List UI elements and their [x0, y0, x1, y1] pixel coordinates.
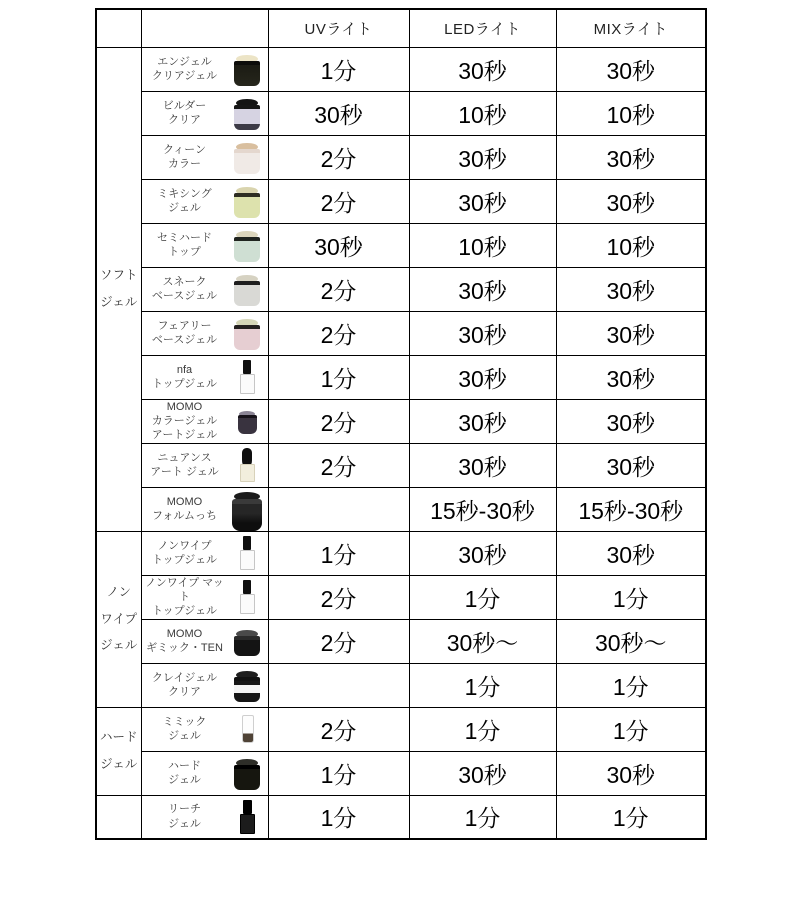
- led-time-cell: 10秒: [409, 91, 556, 135]
- product-cell: [141, 47, 268, 91]
- led-time-cell: 30秒〜: [409, 619, 556, 663]
- gel-jar-icon: [228, 50, 266, 88]
- product-name: セミハード トップ: [157, 231, 212, 258]
- product-cell: [141, 355, 268, 399]
- mix-time-cell: 30秒: [556, 311, 706, 355]
- mix-time-cell: 30秒〜: [556, 619, 706, 663]
- product-cell: [141, 531, 268, 575]
- product-cell: [141, 751, 268, 795]
- product-name: ミミック ジェル: [162, 715, 207, 742]
- category-cell-non-wipe-gel: [96, 531, 141, 707]
- product-cell: [141, 487, 268, 531]
- gel-bottle-icon: [228, 534, 266, 572]
- uv-time-cell: 2分: [268, 619, 409, 663]
- product-name: ミキシング ジェル: [157, 187, 212, 214]
- table-row: [96, 223, 706, 267]
- product-name: ニュアンス アート ジェル: [150, 451, 219, 478]
- product-cell: [141, 91, 268, 135]
- table-row: [96, 355, 706, 399]
- mix-time-cell: 15秒-30秒: [556, 487, 706, 531]
- table-row: [96, 135, 706, 179]
- uv-time-cell: 2分: [268, 135, 409, 179]
- table-row: [96, 47, 706, 91]
- header-blank-category: [96, 9, 141, 47]
- mix-time-cell: 30秒: [556, 135, 706, 179]
- led-time-cell: 30秒: [409, 135, 556, 179]
- uv-time-cell: 2分: [268, 443, 409, 487]
- product-cell: [141, 223, 268, 267]
- category-label-line: ワイプ: [100, 611, 138, 626]
- led-time-cell: 30秒: [409, 531, 556, 575]
- page: [0, 8, 800, 908]
- gel-jar-icon: [228, 270, 266, 308]
- led-time-cell: 30秒: [409, 47, 556, 91]
- gel-bottle-icon: [228, 578, 266, 616]
- uv-time-cell: 2分: [268, 267, 409, 311]
- product-name: ハード ジェル: [168, 759, 201, 786]
- mix-time-cell: 30秒: [556, 531, 706, 575]
- mix-time-cell: 1分: [556, 707, 706, 751]
- gel-jar-icon: [228, 138, 266, 176]
- product-name: MOMO フォルムっち: [151, 495, 218, 522]
- gel-bottle-icon: [228, 358, 266, 396]
- table-row: [96, 179, 706, 223]
- mix-time-cell: 10秒: [556, 91, 706, 135]
- led-time-cell: 30秒: [409, 443, 556, 487]
- product-cell: [141, 443, 268, 487]
- mix-time-cell: 30秒: [556, 399, 706, 443]
- gel-jar-icon: [228, 226, 266, 264]
- category-label-line: ジェル: [100, 295, 138, 309]
- uv-time-cell: 30秒: [268, 223, 409, 267]
- mix-time-cell: 1分: [556, 663, 706, 707]
- table-row: [96, 399, 706, 443]
- led-time-cell: 30秒: [409, 751, 556, 795]
- curing-time-table: [95, 8, 707, 840]
- gel-jar-icon: [228, 182, 266, 220]
- product-cell: [141, 575, 268, 619]
- mix-time-cell: 30秒: [556, 355, 706, 399]
- uv-time-cell: 30秒: [268, 91, 409, 135]
- gel-jar-icon: [228, 314, 266, 352]
- uv-time-cell: [268, 487, 409, 531]
- uv-time-cell: 2分: [268, 575, 409, 619]
- mix-time-cell: 10秒: [556, 223, 706, 267]
- table-row: [96, 267, 706, 311]
- table-row: [96, 487, 706, 531]
- column-header-uv-light: UVライト: [268, 9, 409, 47]
- category-label-line: ジェル: [100, 638, 138, 653]
- product-name: ビルダー クリア: [162, 99, 207, 126]
- table-row: [96, 795, 706, 839]
- product-cell: [141, 267, 268, 311]
- table-row: [96, 443, 706, 487]
- led-time-cell: 30秒: [409, 355, 556, 399]
- uv-time-cell: 2分: [268, 707, 409, 751]
- gel-jar-icon: [228, 666, 266, 704]
- gel-jar-icon: [228, 402, 266, 440]
- category-label-line: ハード: [99, 730, 138, 745]
- led-time-cell: 30秒: [409, 179, 556, 223]
- product-cell: [141, 311, 268, 355]
- led-time-cell: 1分: [409, 707, 556, 751]
- mix-time-cell: 1分: [556, 795, 706, 839]
- column-header-led-light: LEDライト: [409, 9, 556, 47]
- led-time-cell: 15秒-30秒: [409, 487, 556, 531]
- led-time-cell: 1分: [409, 795, 556, 839]
- product-name: エンジェル クリアジェル: [151, 55, 218, 82]
- product-cell: [141, 179, 268, 223]
- uv-time-cell: 2分: [268, 179, 409, 223]
- led-time-cell: 1分: [409, 663, 556, 707]
- category-label-line: ソフト: [99, 268, 138, 283]
- product-cell: [141, 707, 268, 751]
- uv-time-cell: 2分: [268, 311, 409, 355]
- mix-time-cell: 30秒: [556, 267, 706, 311]
- category-cell-soft-gel: [96, 47, 141, 531]
- product-name: MOMO ギミック・TEN: [146, 627, 223, 654]
- product-name: クィーン カラー: [163, 143, 206, 170]
- category-label-line: ノン: [106, 584, 131, 599]
- product-cell: [141, 399, 268, 443]
- product-cell: [141, 663, 268, 707]
- column-header-mix-light: MIXライト: [556, 9, 706, 47]
- uv-time-cell: 1分: [268, 355, 409, 399]
- mix-time-cell: 30秒: [556, 751, 706, 795]
- product-name: ノンワイプ マット トップジェル: [145, 576, 224, 618]
- table-row: [96, 575, 706, 619]
- mix-time-cell: 30秒: [556, 443, 706, 487]
- product-name: スネーク ベースジェル: [151, 275, 218, 302]
- mix-time-cell: 1分: [556, 575, 706, 619]
- uv-time-cell: 1分: [268, 751, 409, 795]
- uv-time-cell: [268, 663, 409, 707]
- category-label-line: ジェル: [100, 757, 138, 771]
- gel-jar-icon: [228, 94, 266, 132]
- header-blank-product: [141, 9, 268, 47]
- product-name: リーチ ジェル: [168, 803, 201, 830]
- gel-jar-icon: [228, 490, 266, 528]
- product-name: ノンワイプ トップジェル: [151, 539, 217, 566]
- mix-time-cell: 30秒: [556, 47, 706, 91]
- led-time-cell: 30秒: [409, 311, 556, 355]
- gel-tube-icon: [228, 710, 266, 748]
- product-name: nfa トップジェル: [151, 363, 217, 390]
- uv-time-cell: 1分: [268, 47, 409, 91]
- table-row: [96, 751, 706, 795]
- product-cell: [141, 619, 268, 663]
- gel-jar-icon: [228, 622, 266, 660]
- table-row: [96, 663, 706, 707]
- header-row: [96, 9, 706, 47]
- led-time-cell: 30秒: [409, 267, 556, 311]
- gel-jar-icon: [228, 754, 266, 792]
- product-cell: [141, 795, 268, 839]
- product-name: クレイジェル クリア: [151, 671, 218, 698]
- uv-time-cell: 1分: [268, 531, 409, 575]
- product-cell: [141, 135, 268, 179]
- mix-time-cell: 30秒: [556, 179, 706, 223]
- category-cell-hard-gel: [96, 707, 141, 795]
- table-row: [96, 619, 706, 663]
- uv-time-cell: 1分: [268, 795, 409, 839]
- category-cell-empty: [96, 795, 141, 839]
- gel-bottle-icon: [228, 446, 266, 484]
- led-time-cell: 1分: [409, 575, 556, 619]
- table-row: [96, 531, 706, 575]
- led-time-cell: 30秒: [409, 399, 556, 443]
- led-time-cell: 10秒: [409, 223, 556, 267]
- product-name: フェアリー ベースジェル: [151, 319, 218, 346]
- gel-bottle-icon: [228, 798, 266, 836]
- table-row: [96, 91, 706, 135]
- product-name: MOMO カラージェル アートジェル: [151, 400, 218, 442]
- uv-time-cell: 2分: [268, 399, 409, 443]
- table-row: [96, 707, 706, 751]
- table-row: [96, 311, 706, 355]
